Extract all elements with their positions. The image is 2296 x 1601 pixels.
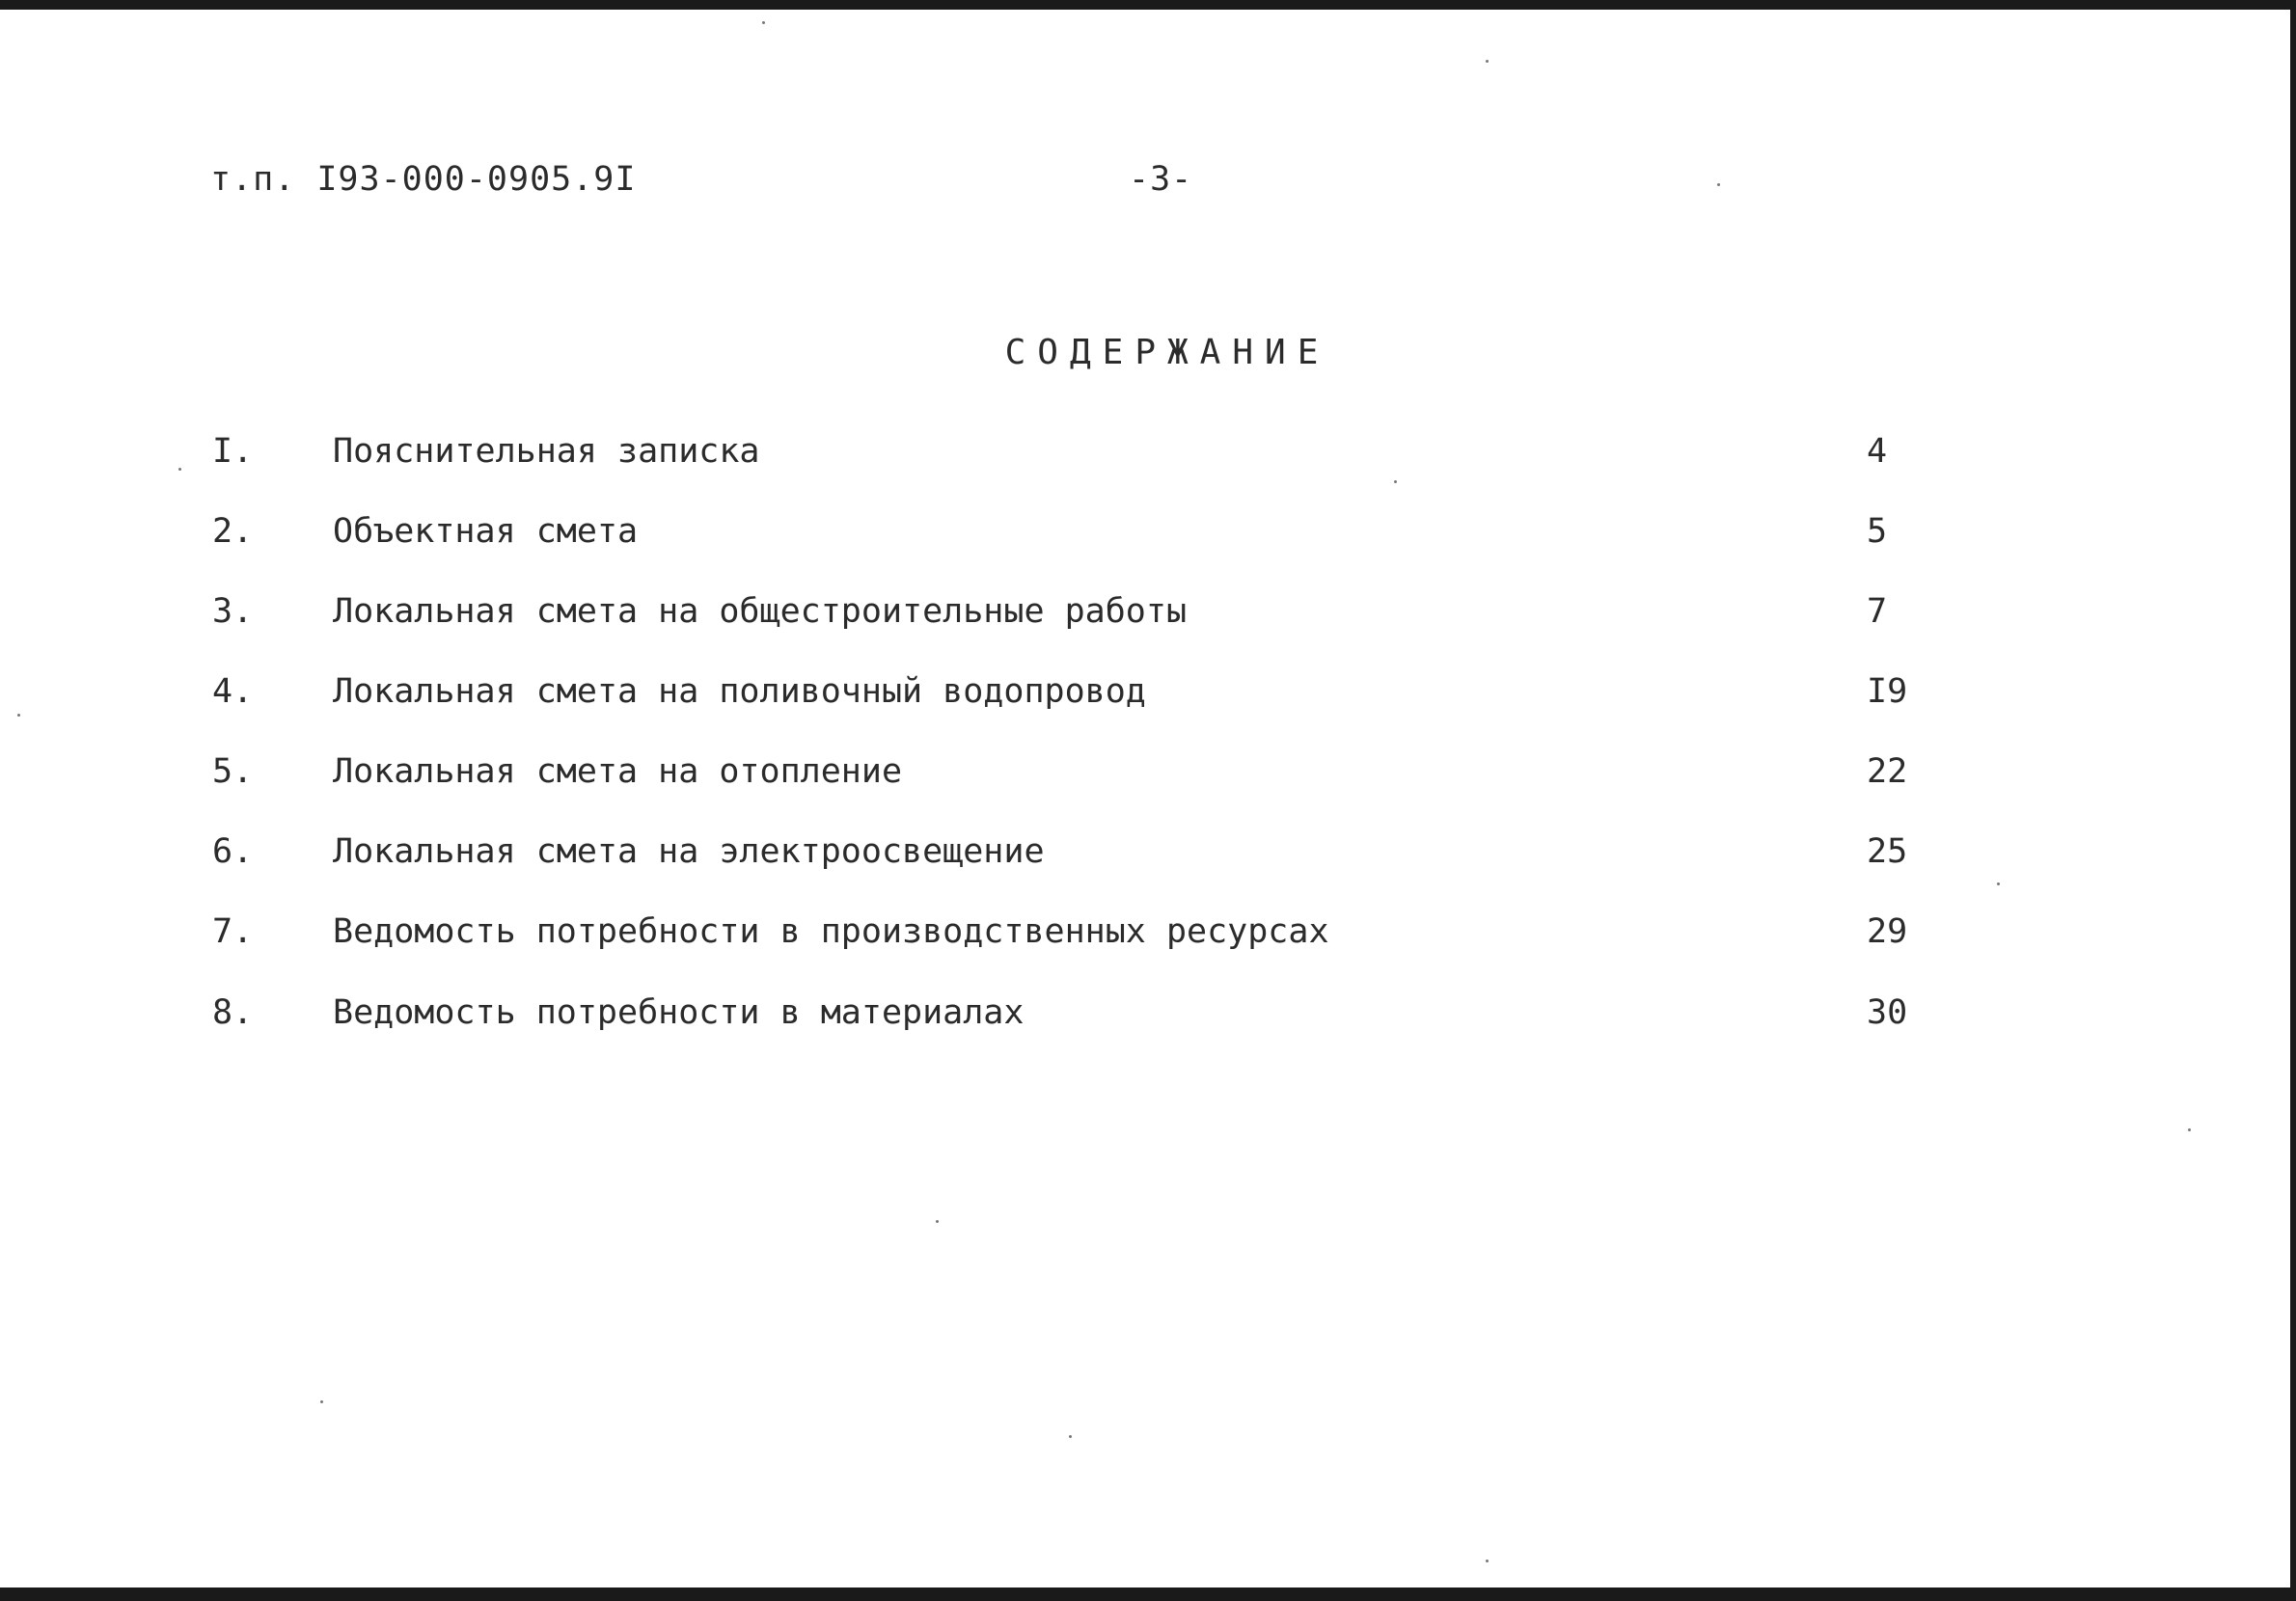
document-code: т.п. I93-000-0905.9I [210, 160, 637, 199]
toc-entry-page: 30 [1867, 993, 1908, 1032]
scan-speck [936, 1220, 939, 1223]
toc-title: СОДЕРЖАНИЕ [1004, 333, 1330, 372]
toc-entry [0, 993, 2296, 1042]
scan-speck [17, 714, 20, 717]
toc-entry-page: 5 [1867, 512, 1888, 551]
toc-entry-page: I9 [1867, 672, 1908, 711]
scan-speck [2188, 1128, 2191, 1131]
scan-speck [178, 468, 181, 471]
toc-entry-title: Ведомость потребности в материалах [333, 993, 1025, 1032]
toc-entry-title: Локальная смета на отопление [333, 752, 903, 791]
scan-speck [1069, 1435, 1072, 1438]
toc-entry-number: 6. [212, 832, 254, 871]
toc-entry-page: 7 [1867, 592, 1888, 631]
toc-entry [0, 672, 2296, 720]
toc-entry-number: 7. [212, 912, 254, 951]
toc-entry-number: I. [212, 432, 254, 471]
toc-entry [0, 912, 2296, 961]
toc-entry-page: 4 [1867, 432, 1888, 471]
toc-entry-page: 22 [1867, 752, 1908, 791]
scan-speck [762, 21, 765, 24]
toc-entry [0, 832, 2296, 881]
toc-entry [0, 752, 2296, 800]
page-number: -3- [1129, 160, 1193, 199]
toc-entry [0, 512, 2296, 560]
scan-speck [1486, 1560, 1489, 1562]
toc-entry-page: 29 [1867, 912, 1908, 951]
toc-entry [0, 432, 2296, 480]
toc-entry-number: 2. [212, 512, 254, 551]
scan-speck [1486, 60, 1489, 63]
toc-entry-title: Объектная смета [333, 512, 639, 551]
scan-speck [1997, 882, 2000, 885]
toc-entry-number: 3. [212, 592, 254, 631]
toc-entry-title: Локальная смета на поливочный водопровод [333, 672, 1146, 711]
toc-entry-page: 25 [1867, 832, 1908, 871]
toc-entry-title: Локальная смета на общестроительные работы [333, 592, 1188, 631]
toc-entry-number: 5. [212, 752, 254, 791]
toc-entry-number: 8. [212, 993, 254, 1032]
toc-entry-title: Пояснительная записка [333, 432, 760, 471]
scan-speck [1394, 480, 1397, 483]
toc-entry-title: Ведомость потребности в производственных ресурсах [333, 912, 1329, 951]
scan-speck [320, 1400, 323, 1403]
toc-entry [0, 592, 2296, 640]
scan-speck [1717, 183, 1720, 186]
toc-entry-title: Локальная смета на электроосвещение [333, 832, 1045, 871]
toc-entry-number: 4. [212, 672, 254, 711]
